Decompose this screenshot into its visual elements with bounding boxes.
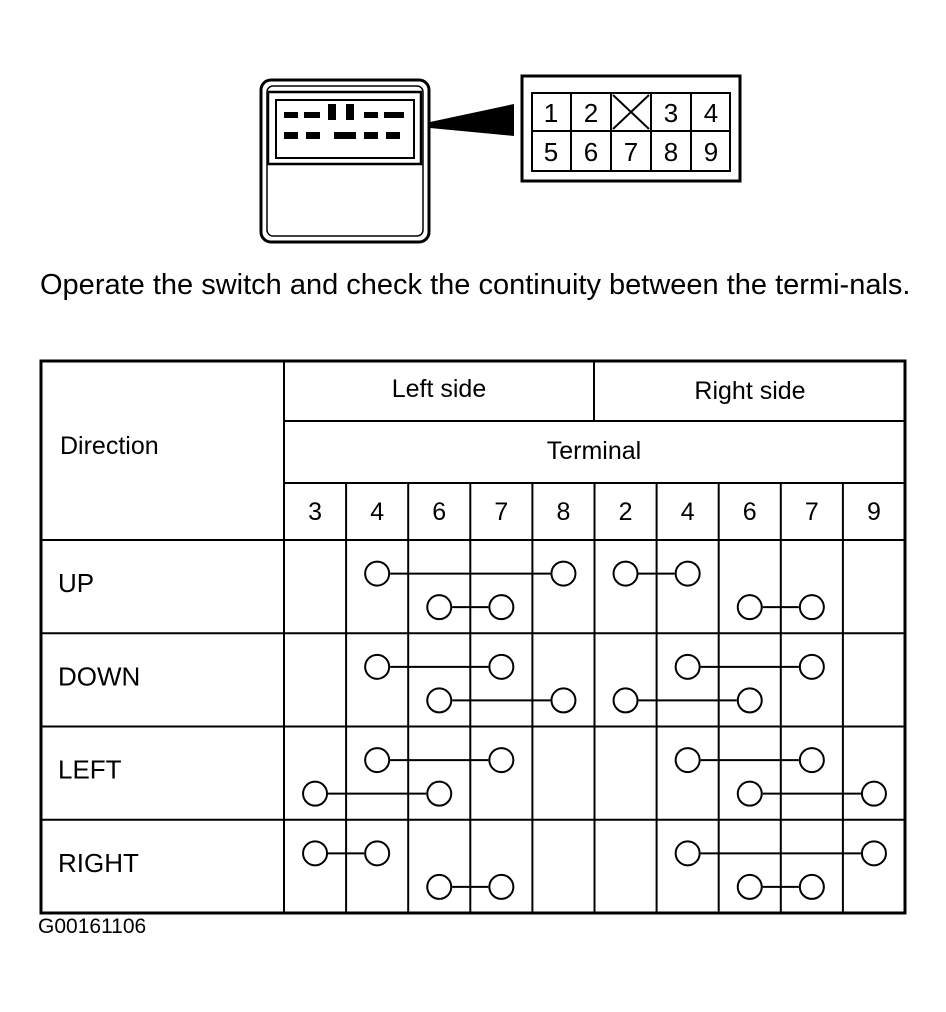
direction-up: UP bbox=[58, 568, 95, 598]
terminal-node bbox=[427, 688, 451, 712]
terminal-node bbox=[303, 841, 327, 865]
terminal-label-4: 4 bbox=[680, 498, 695, 526]
terminal-node bbox=[489, 655, 513, 679]
terminal-node bbox=[676, 841, 700, 865]
terminal-node bbox=[303, 782, 327, 806]
direction-left: LEFT bbox=[58, 754, 122, 785]
connector-terminal-5: 5 bbox=[543, 137, 559, 167]
connector-terminal-1: 1 bbox=[543, 98, 559, 128]
terminal-node bbox=[365, 655, 389, 679]
direction-down: DOWN bbox=[58, 661, 141, 692]
terminal-node bbox=[489, 595, 513, 619]
terminal-node bbox=[738, 595, 762, 619]
terminal-node bbox=[551, 688, 575, 712]
continuity-link bbox=[427, 688, 575, 712]
connector-terminal-3: 3 bbox=[663, 98, 679, 128]
terminal-label-7: 7 bbox=[494, 498, 509, 526]
figure-id: G00161106 bbox=[38, 915, 147, 938]
terminal-label-6: 6 bbox=[432, 498, 447, 526]
continuity-link bbox=[365, 748, 513, 772]
terminal-label-6: 6 bbox=[742, 498, 757, 526]
terminal-header: Terminal bbox=[546, 437, 642, 465]
instruction-text: Operate the switch and check the continuity between the termi-nals. bbox=[40, 269, 911, 301]
direction-right: RIGHT bbox=[58, 847, 139, 878]
terminal-node bbox=[800, 875, 824, 899]
continuity-link bbox=[738, 782, 886, 806]
connector-terminal-8: 8 bbox=[663, 137, 679, 167]
connector-terminal-6: 6 bbox=[583, 137, 599, 167]
connector-terminal-7: 7 bbox=[623, 137, 639, 167]
terminal-label-8: 8 bbox=[556, 498, 571, 526]
terminal-node bbox=[676, 562, 700, 586]
terminal-node bbox=[365, 748, 389, 772]
continuity-link bbox=[676, 748, 824, 772]
terminal-node bbox=[427, 782, 451, 806]
terminal-node bbox=[800, 655, 824, 679]
terminal-label-4: 4 bbox=[370, 498, 385, 526]
terminal-node bbox=[427, 595, 451, 619]
terminal-node bbox=[551, 562, 575, 586]
terminal-label-2: 2 bbox=[618, 498, 633, 526]
terminal-node bbox=[365, 562, 389, 586]
right-side-header: Right side bbox=[694, 377, 806, 405]
connector-terminal-9: 9 bbox=[703, 137, 719, 167]
connector-terminal-4: 4 bbox=[703, 98, 719, 128]
terminal-node bbox=[800, 748, 824, 772]
terminal-node bbox=[738, 875, 762, 899]
continuity-link bbox=[365, 655, 513, 679]
continuity-link bbox=[614, 688, 762, 712]
terminal-node bbox=[676, 655, 700, 679]
terminal-label-7: 7 bbox=[804, 498, 819, 526]
terminal-node bbox=[427, 875, 451, 899]
terminal-node bbox=[489, 875, 513, 899]
left-side-header: Left side bbox=[391, 375, 487, 403]
terminal-node bbox=[614, 562, 638, 586]
terminal-node bbox=[862, 841, 886, 865]
direction-header: Direction bbox=[60, 432, 159, 460]
terminal-label-3: 3 bbox=[308, 498, 323, 526]
terminal-node bbox=[676, 748, 700, 772]
terminal-label-9: 9 bbox=[866, 498, 881, 526]
terminal-node bbox=[738, 782, 762, 806]
terminal-node bbox=[365, 841, 389, 865]
terminal-node bbox=[489, 748, 513, 772]
terminal-node bbox=[738, 688, 762, 712]
connector-terminal-2: 2 bbox=[583, 98, 599, 128]
terminal-node bbox=[614, 688, 638, 712]
table-border bbox=[41, 361, 905, 913]
terminal-node bbox=[800, 595, 824, 619]
terminal-node bbox=[862, 782, 886, 806]
continuity-link bbox=[676, 655, 824, 679]
continuity-link bbox=[303, 782, 451, 806]
